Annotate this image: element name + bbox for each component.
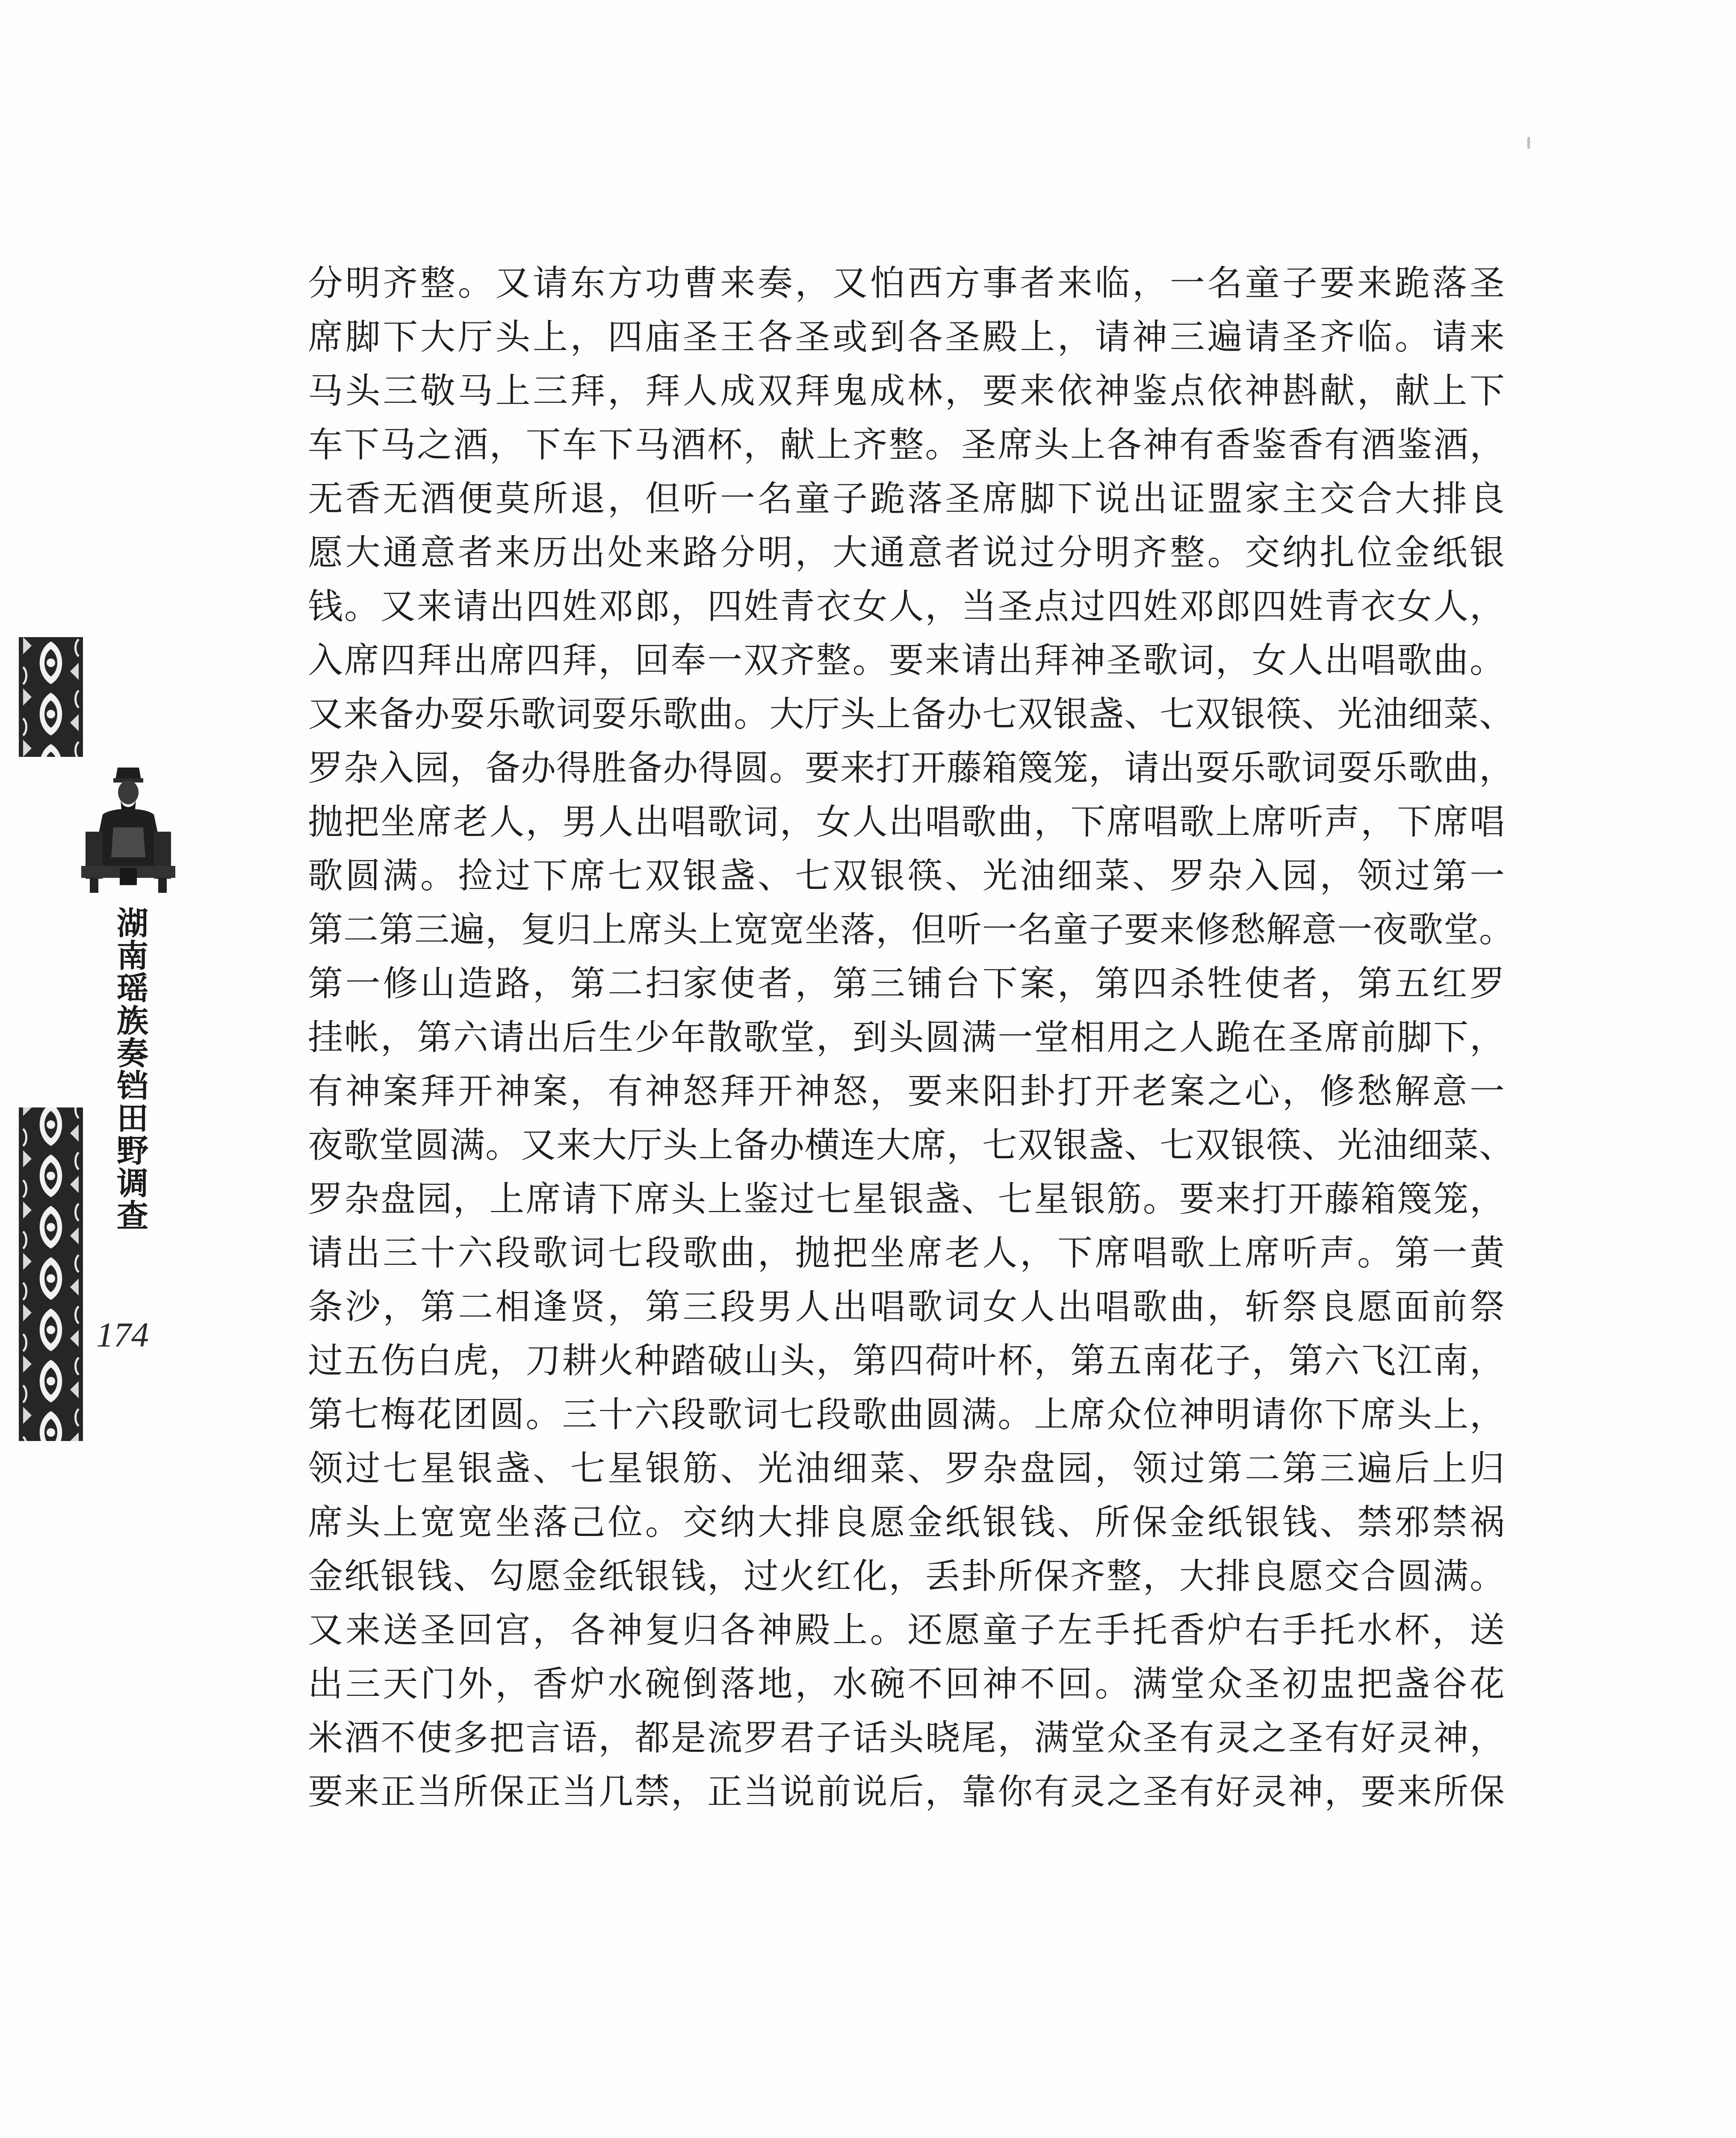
text-line: 条沙，第二相逢贤，第三段男人出唱歌词女人出唱歌曲，斩祭良愿面前祭	[308, 1287, 1505, 1327]
text-line: 挂帐，第六请出后生少年散歌堂，到头圆满一堂相用之人跪在圣席前脚下，	[308, 1017, 1505, 1058]
text-line: 第七梅花团圆。三十六段歌词七段歌曲圆满。上席众位神明请你下席头上，	[308, 1394, 1505, 1435]
text-line: 马头三敬马上三拜，拜人成双拜鬼成林，要来依神鉴点依神斟献，献上下	[308, 371, 1505, 411]
text-line: 车下马之酒，下车下马酒杯，献上齐整。圣席头上各神有香鉴香有酒鉴酒，	[308, 425, 1505, 465]
text-line: 愿大通意者来历出处来路分明，大通意者说过分明齐整。交纳扎位金纸银	[308, 532, 1505, 573]
text-line: 席脚下大厅头上，四庙圣王各圣或到各圣殿上，请神三遍请圣齐临。请来	[308, 317, 1505, 357]
text-line: 罗杂盘园，上席请下席头上鉴过七星银盏、七星银筋。要来打开藤箱篾笼，	[308, 1179, 1505, 1220]
ornament-pattern	[19, 637, 83, 1441]
text-line: 领过七星银盏、七星银筋、光油细菜、罗杂盘园，领过第二第三遍后上归	[308, 1448, 1505, 1489]
text-line: 又来送圣回宫，各神复归各神殿上。还愿童子左手托香炉右手托水杯，送	[308, 1610, 1505, 1651]
text-line: 第二第三遍，复归上席头上宽宽坐落，但听一名童子要来修愁解意一夜歌堂。	[308, 910, 1515, 950]
body-text	[308, 257, 1515, 1819]
book-series-title: 湖南瑶族奏铛田野调查	[112, 907, 148, 1231]
text-line: 夜歌堂圆满。又来大厅头上备办横连大席，七双银盏、七双银筷、光油细菜、	[308, 1125, 1515, 1166]
paper-speck	[1527, 137, 1530, 149]
text-line: 有神案拜开神案，有神怒拜开神怒，要来阳卦打开老案之心，修愁解意一	[308, 1071, 1505, 1112]
text-line: 要来正当所保正当几禁，正当说前说后，靠你有灵之圣有好灵神，要来所保	[308, 1772, 1505, 1812]
text-line: 罗杂入园，备办得胜备办得圆。要来打开藤箱篾笼，请出耍乐歌词耍乐歌曲，	[308, 748, 1515, 788]
text-line: 米酒不使多把言语，都是流罗君子话头晓尾，满堂众圣有灵之圣有好灵神，	[308, 1718, 1505, 1758]
text-line: 第一修山造路，第二扫家使者，第三铺台下案，第四杀牲使者，第五红罗	[308, 963, 1505, 1004]
seated-deity-illustration	[73, 759, 184, 896]
text-line: 金纸银钱、勾愿金纸银钱，过火红化，丢卦所保齐整，大排良愿交合圆满。	[308, 1556, 1505, 1597]
text-line: 出三天门外，香炉水碗倒落地，水碗不回神不回。满堂众圣初盅把盏谷花	[308, 1664, 1505, 1704]
text-line: 又来备办耍乐歌词耍乐歌曲。大厅头上备办七双银盏、七双银筷、光油细菜、	[308, 694, 1515, 735]
text-line: 钱。又来请出四姓邓郎，四姓青衣女人，当圣点过四姓邓郎四姓青衣女人，	[308, 586, 1505, 627]
text-line: 过五伤白虎，刀耕火种踏破山头，第四荷叶杯，第五南花子，第六飞江南，	[308, 1341, 1505, 1381]
text-line: 歌圆满。捡过下席七双银盏、七双银筷、光油细菜、罗杂入园，领过第一	[308, 856, 1505, 896]
text-line: 请出三十六段歌词七段歌曲，抛把坐席老人，下席唱歌上席听声。第一黄	[308, 1233, 1505, 1273]
text-line: 分明齐整。又请东方功曹来奏，又怕西方事者来临，一名童子要来跪落圣	[308, 263, 1505, 304]
text-line: 抛把坐席老人，男人出唱歌词，女人出唱歌曲，下席唱歌上席听声，下席唱	[308, 802, 1505, 842]
ornamental-side-border	[19, 637, 83, 1441]
text-line: 席头上宽宽坐落己位。交纳大排良愿金纸银钱、所保金纸银钱、禁邪禁祸	[308, 1502, 1505, 1543]
text-line: 无香无酒便莫所退，但听一名童子跪落圣席脚下说出证盟家主交合大排良	[308, 478, 1505, 519]
page-number: 174	[96, 1315, 149, 1354]
text-line: 入席四拜出席四拜，回奉一双齐整。要来请出拜神圣歌词，女人出唱歌曲。	[308, 640, 1505, 681]
